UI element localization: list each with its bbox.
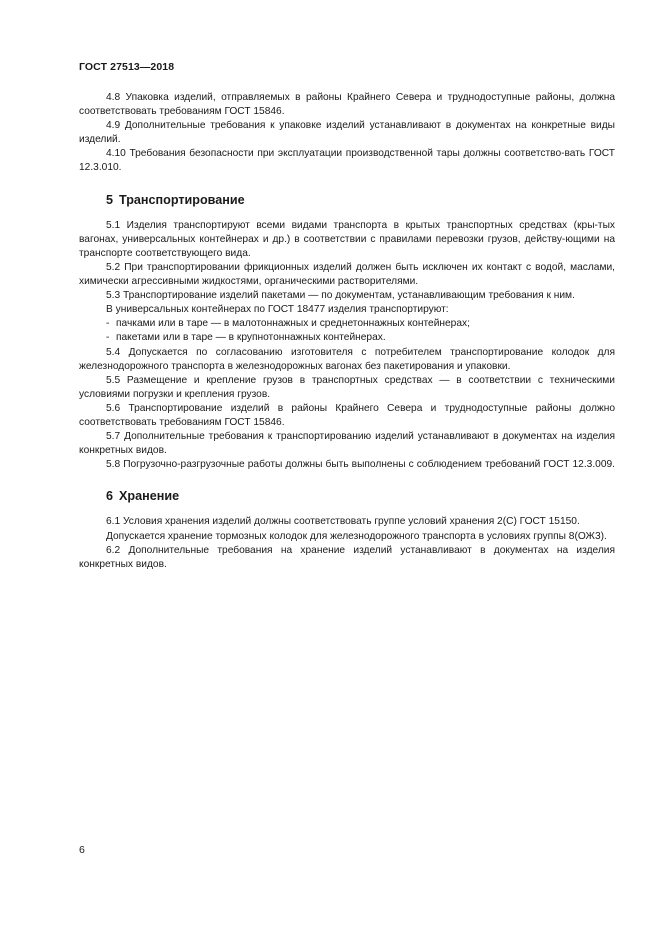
paragraph-5-1: 5.1 Изделия транспортируют всеми видами транспорта в крытых транспортных средствах (кры-тых вагонах, универсальных контейнерах и др.) в соответствии с правилами перевозки грузов, действу-ющими на транспорте соответствующего вида. xyxy=(79,219,615,259)
page-number: 6 xyxy=(79,844,85,856)
list-item xyxy=(79,317,615,331)
section-number: 5 xyxy=(106,192,114,207)
paragraph-5-8: 5.8 Погрузочно-разгрузочные работы должны быть выполнены с соблюдением требований ГОСТ 12.3.009. xyxy=(106,459,615,471)
paragraph-6-2: 6.2 Дополнительные требования на хранение изделий устанавливают в документах на изделия конкретных видов. xyxy=(79,544,615,570)
paragraph-5-3-containers: В универсальных контейнерах по ГОСТ 18477 изделия транспортируют: xyxy=(106,304,449,316)
paragraph-4-10: 4.10 Требования безопасности при эксплуатации производственной тары должны соответство-вать ГОСТ 12.3.010. xyxy=(79,148,615,174)
section-heading-storage xyxy=(79,489,615,503)
section-number: 6 xyxy=(106,489,114,504)
paragraph-5-5: 5.5 Размещение и крепление грузов в транспортных средствах — в соответствии с техническими условиями погрузки и крепления грузов. xyxy=(79,374,615,400)
dash-marker: - xyxy=(106,318,110,330)
dash-marker: - xyxy=(106,332,110,344)
section-heading-transport xyxy=(79,193,615,207)
paragraph-5-2: 5.2 При транспортировании фрикционных изделий должен быть исключен их контакт с водой, маслами, химически агрессивными жидкостями, органическими растворителями. xyxy=(79,261,615,288)
list-item xyxy=(79,331,615,345)
list-item-text: пакетами или в таре — в крупнотоннажных контейнерах. xyxy=(116,332,386,344)
document-body xyxy=(79,91,615,572)
section-title: Транспортирование xyxy=(119,192,245,207)
document-code-header: ГОСТ 27513—2018 xyxy=(79,61,175,73)
paragraph-4-9: 4.9 Дополнительные требования к упаковке изделий устанавливают в документах на конкретные виды изделий. xyxy=(79,120,615,146)
paragraph-5-3: 5.3 Транспортирование изделий пакетами — по документам, устанавливающим требования к ним. xyxy=(106,290,575,302)
paragraph-6-1: 6.1 Условия хранения изделий должны соответствовать группе условий хранения 2(С) ГОСТ 15150. xyxy=(106,516,580,528)
paragraph-6-1-allowance: Допускается хранение тормозных колодок для железнодорожного транспорта в условиях группы 8(ОЖ3). xyxy=(106,530,607,542)
paragraph-5-7: 5.7 Дополнительные требования к транспортированию изделий устанавливают в документах на изделия конкретных видов. xyxy=(79,431,615,457)
paragraph-4-8: 4.8 Упаковка изделий, отправляемых в районы Крайнего Севера и труднодоступные районы, должна соответствовать требованиям ГОСТ 15846. xyxy=(79,92,615,118)
paragraph-5-4: 5.4 Допускается по согласованию изготовителя с потребителем транспортирование колодок для железнодорожного транспорта в железнодорожных вагонах без пакетирования и упаковки. xyxy=(79,346,615,372)
paragraph-5-6: 5.6 Транспортирование изделий в районы Крайнего Севера и труднодоступные районы должно соответствовать требованиям ГОСТ 15846. xyxy=(79,402,615,428)
list-item-text: пачками или в таре — в малотоннажных и среднетоннажных контейнерах; xyxy=(116,318,470,330)
section-title: Хранение xyxy=(119,489,180,504)
